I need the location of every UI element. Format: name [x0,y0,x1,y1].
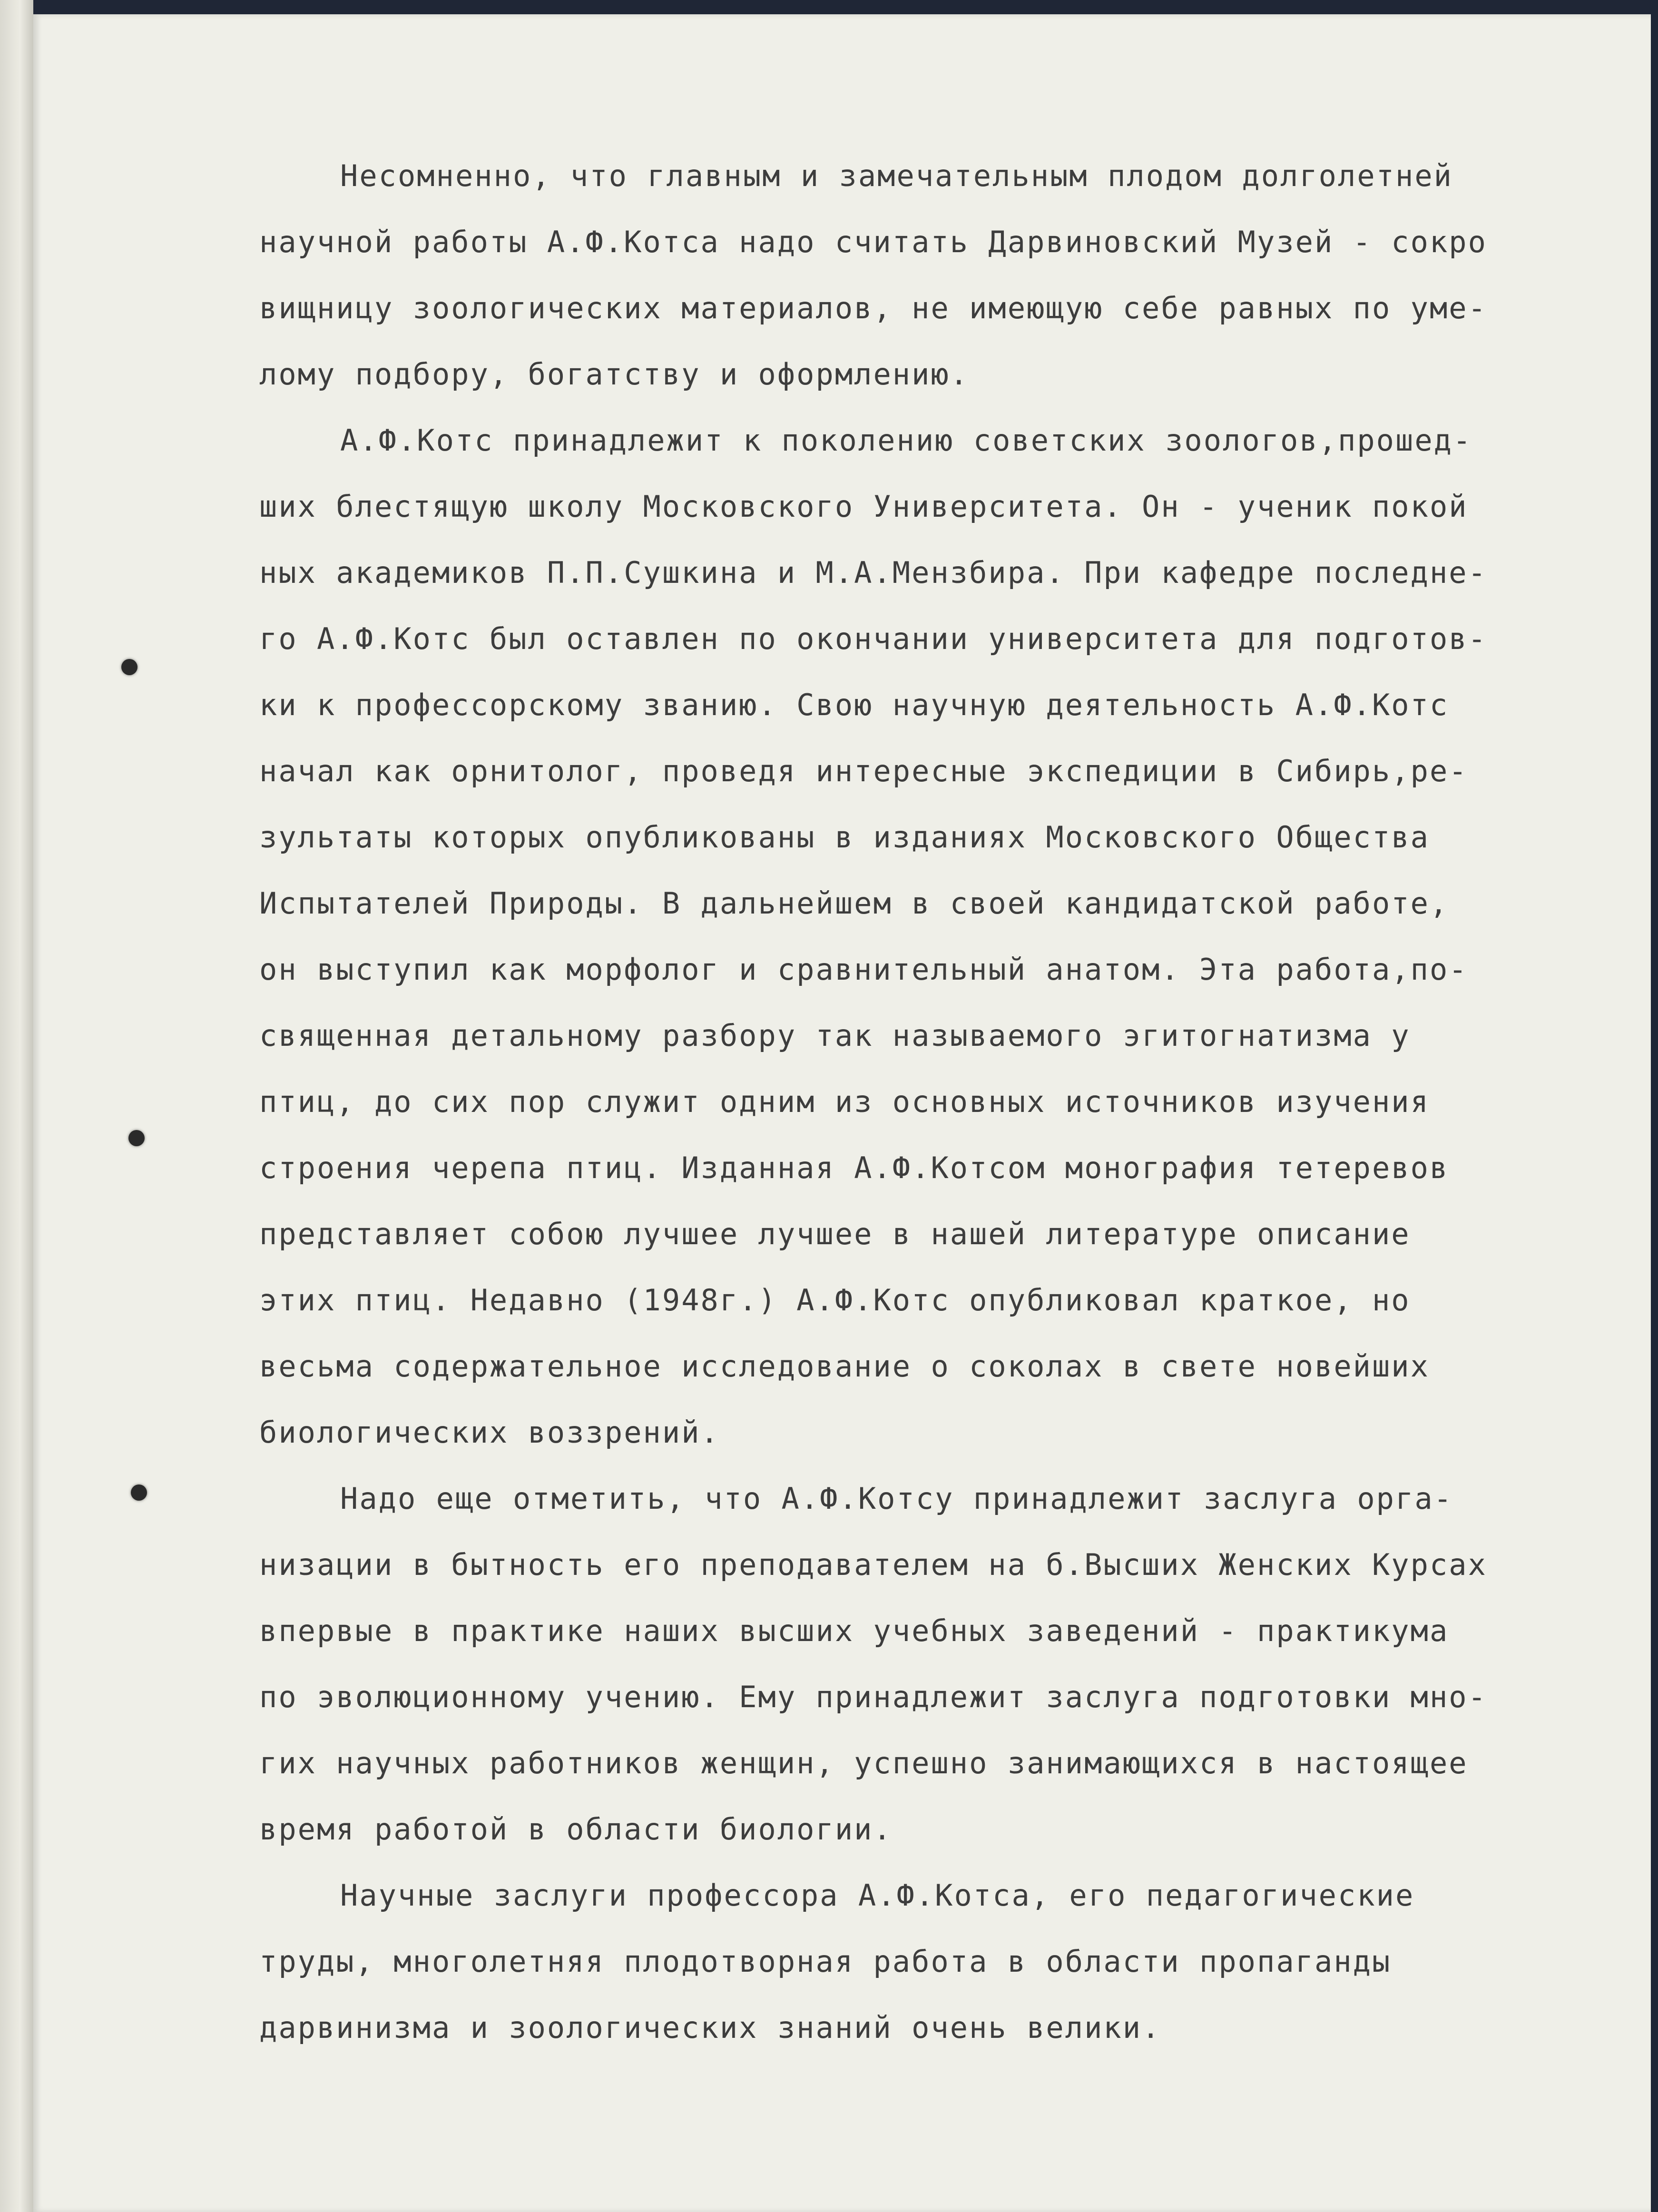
text-line: Надо еще отметить, что А.Ф.Котсу принадлежит заслуга орга- [340,1481,1453,1516]
text-line: время работой в области биологии. [259,1812,893,1847]
document-body [259,143,1610,2061]
text-line: весьма содержательное исследование о соколах в свете новейших [259,1349,1430,1384]
text-line: вищницу зоологических материалов, не имеющую себе равных по уме- [259,291,1487,325]
text-line: Несомненно, что главным и замечательным плодом долголетней [340,158,1453,193]
text-line: ших блестящую школу Московского Университета. Он - ученик покой [259,489,1468,524]
text-line: научной работы А.Ф.Котса надо считать Дарвиновский Музей - сокро [259,225,1487,259]
text-line: птиц, до сих пор служит одним из основных источников изучения [259,1084,1430,1119]
text-line: по эволюционному учению. Ему принадлежит заслуга подготовки мно- [259,1680,1487,1714]
text-line: ных академиков П.П.Сушкина и М.А.Мензбира. При кафедре последне- [259,555,1487,590]
binding-hole [131,1484,147,1501]
text-line: священная детальному разбору так называемого эгитогнатизма у [259,1018,1411,1053]
text-line: ки к профессорскому званию. Свою научную деятельность А.Ф.Котс [259,688,1449,722]
text-line: дарвинизма и зоологических знаний очень велики. [259,2010,1161,2045]
text-line: зультаты которых опубликованы в изданиях Московского Общества [259,820,1430,855]
text-line: он выступил как морфолог и сравнительный анатом. Эта работа,по- [259,952,1468,987]
binding-hole [121,659,137,675]
text-line: начал как орнитолог, проведя интересные экспедиции в Сибирь,ре- [259,754,1468,788]
text-line: представляет собою лучшее лучшее в нашей литературе описание [259,1217,1411,1251]
text-line: этих птиц. Недавно (1948г.) А.Ф.Котс опубликовал краткое, но [259,1283,1411,1317]
text-line: лому подбору, богатству и оформлению. [259,357,970,392]
text-line: гих научных работников женщин, успешно занимающихся в настоящее [259,1746,1468,1780]
previous-page-edge [0,0,33,2212]
text-line: А.Ф.Котс принадлежит к поколению советских зоологов,прошед- [340,423,1472,458]
binding-hole [128,1130,145,1146]
text-line: Испытателей Природы. В дальнейшем в своей кандидатской работе, [259,886,1449,921]
text-line: Научные заслуги профессора А.Ф.Котса, его педагогические [340,1878,1415,1913]
text-line: труды, многолетняя плодотворная работа в области пропаганды [259,1944,1392,1979]
text-line: биологических воззрений. [259,1415,720,1450]
text-line: впервые в практике наших высших учебных заведений - практикума [259,1613,1449,1648]
text-line: строения черепа птиц. Изданная А.Ф.Котсом монография тетеревов [259,1150,1449,1185]
text-line: го А.Ф.Котс был оставлен по окончании университета для подготов- [259,621,1487,656]
text-line: низации в бытность его преподавателем на б.Высших Женских Курсах [259,1547,1487,1582]
